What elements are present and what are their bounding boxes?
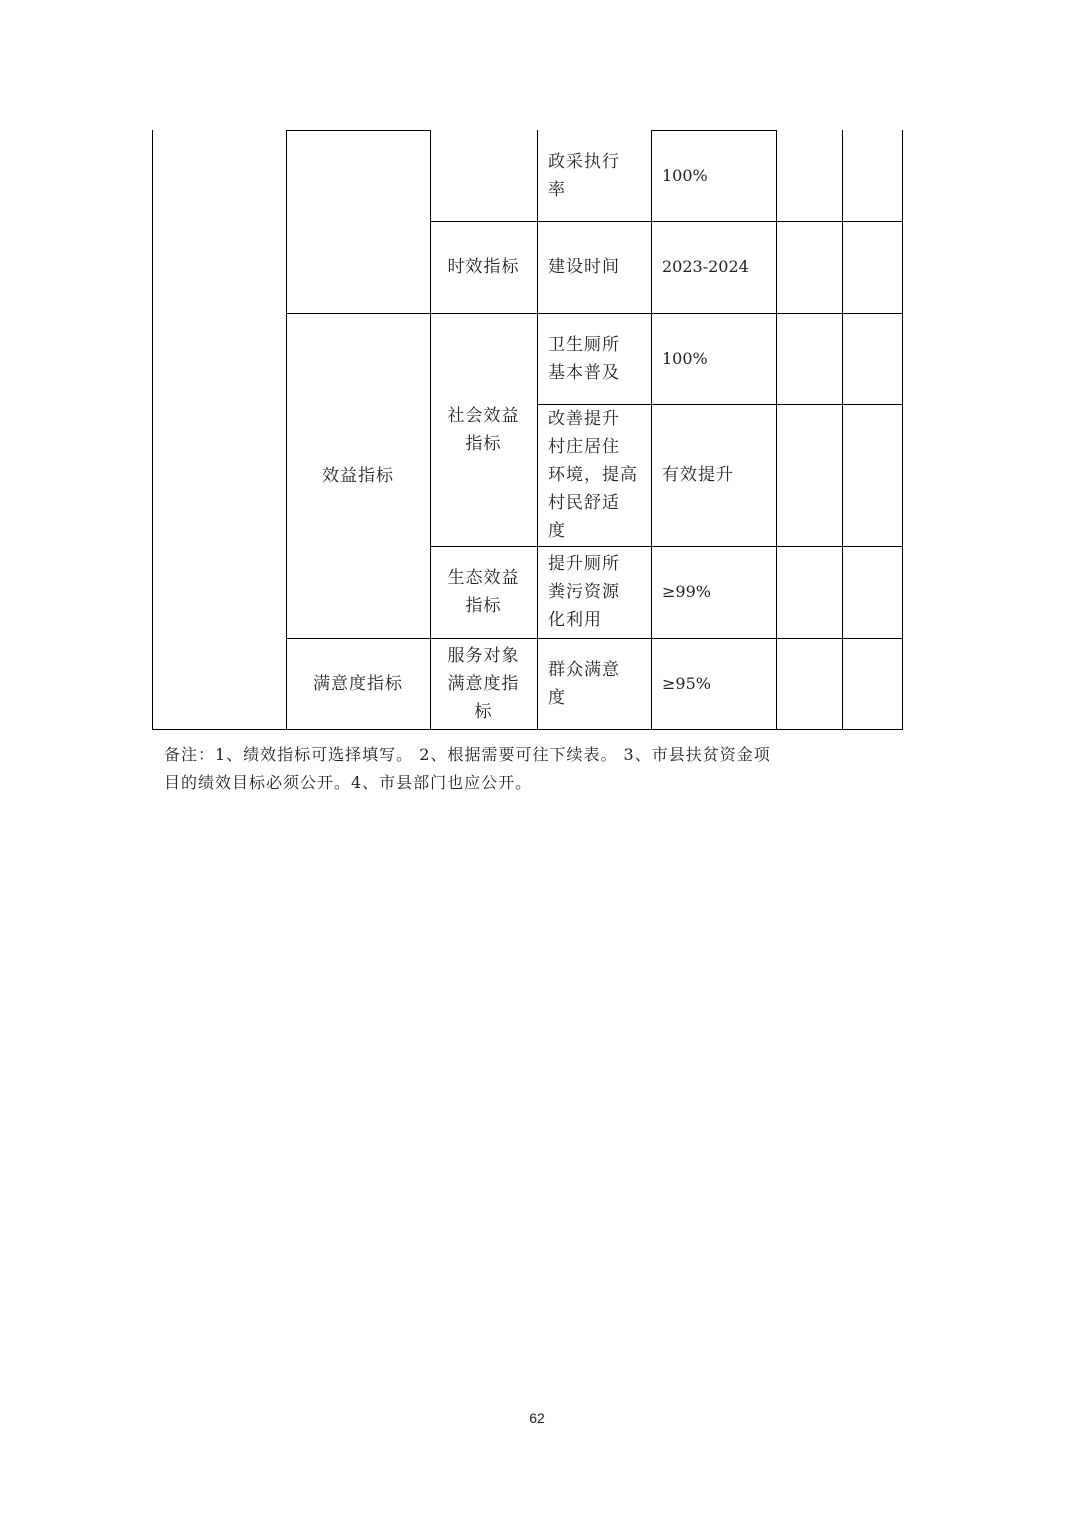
third-level-cell: 卫生厕所 基本普及	[548, 334, 620, 383]
indicator-value-cell: ≥95%	[662, 673, 711, 693]
second-level-cell: 社会效益 指标	[447, 405, 520, 454]
page-number: 62	[529, 1410, 545, 1426]
first-level-cell: 效益指标	[322, 465, 394, 486]
second-level-cell: 时效指标	[447, 257, 520, 277]
second-level-cell: 服务对象 满意度指 标	[447, 645, 520, 722]
third-level-cell: 政采执行 率	[548, 151, 620, 200]
third-level-cell: 群众满意 度	[548, 659, 620, 708]
third-level-cell: 改善提升 村庄居住 环境，提高 村民舒适 度	[548, 409, 638, 541]
indicator-value-cell: ≥99%	[662, 582, 711, 601]
second-level-cell: 生态效益 指标	[447, 568, 520, 616]
performance-indicator-table	[152, 130, 903, 730]
table-footnote: 备注：1、绩效指标可选择填写。 2、根据需要可往下续表。 3、市县扶贫资金项 目的绩效目标必须公开。4、市县部门也应公开。	[164, 745, 771, 792]
first-level-cell: 满意度指标	[313, 673, 403, 694]
indicator-value-cell: 100%	[662, 348, 708, 368]
third-level-cell: 建设时间	[548, 257, 620, 277]
third-level-cell: 提升厕所 粪污资源 化利用	[548, 554, 620, 630]
indicator-value-cell: 2023-2024	[662, 257, 749, 276]
indicator-value-cell: 有效提升	[662, 465, 734, 485]
indicator-value-cell: 100%	[662, 165, 708, 185]
